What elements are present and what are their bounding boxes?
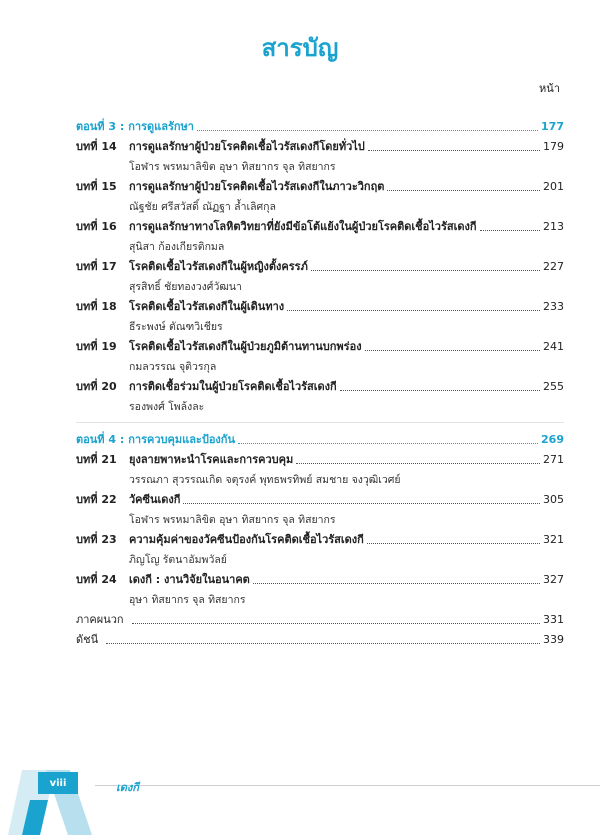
toc-entry-label: บทที่ 23 — [76, 533, 117, 546]
toc-entry-label: บทที่ 15 — [76, 180, 117, 193]
toc-entry-title: ยุงลายพาหะนำโรคและการควบคุม — [129, 453, 294, 466]
toc-entry-title: โรคติดเชื้อไวรัสเดงกีในผู้ป่วยภูมิต้านทานบกพร่อง — [129, 340, 362, 353]
toc-chapter-authors: ธีระพงษ์ ตัณฑวิเชียร — [129, 320, 223, 333]
toc-entry-title: การควบคุมและป้องกัน — [128, 433, 235, 446]
toc-chapter-row[interactable] — [76, 529, 564, 549]
toc-chapter-row[interactable] — [76, 336, 564, 356]
toc-chapter-row[interactable] — [76, 449, 564, 469]
toc-page-number: 255 — [543, 379, 564, 393]
toc-chapter-authors: โอฬาร พรหมาลิขิต อุษา ทิสยากร จุล ทิสยากร — [129, 160, 336, 173]
toc-entry-label: ตอนที่ 3 : — [76, 120, 125, 133]
toc-page-number: 227 — [543, 259, 564, 273]
toc-leader-dots — [253, 583, 540, 584]
toc-entry-label: บทที่ 24 — [76, 573, 117, 586]
toc-entry-label: บทที่ 20 — [76, 380, 117, 393]
toc-page-number: 327 — [543, 572, 564, 586]
toc-entry-label: ภาคผนวก — [76, 613, 124, 626]
toc-chapter-row[interactable] — [76, 136, 564, 156]
toc-chapter-row[interactable] — [76, 176, 564, 196]
toc-entry-title: ความคุ้มค่าของวัคซีนป้องกันโรคติดเชื้อไวรัสเดงกี — [129, 533, 364, 546]
toc-page-number: 331 — [543, 612, 564, 626]
toc-chapter-row[interactable] — [76, 569, 564, 589]
toc-leader-dots — [296, 463, 540, 464]
footer-book-title: เดงกี — [116, 781, 139, 794]
toc-entry-label: บทที่ 18 — [76, 300, 117, 313]
toc-chapter-authors: โอฬาร พรหมาลิขิต อุษา ทิสยากร จุล ทิสยากร — [129, 513, 336, 526]
toc-entry-title: โรคติดเชื้อไวรัสเดงกีในผู้หญิงตั้งครรภ์ — [129, 260, 308, 273]
toc-page-number: 213 — [543, 219, 564, 233]
toc-leader-dots — [368, 150, 540, 151]
table-of-contents — [76, 116, 564, 649]
toc-leader-dots — [287, 310, 540, 311]
toc-leader-dots — [238, 443, 538, 444]
toc-leader-dots — [367, 543, 540, 544]
toc-entry-label: บทที่ 17 — [76, 260, 117, 273]
toc-chapter-row[interactable] — [76, 216, 564, 236]
toc-chapter-row[interactable] — [76, 296, 564, 316]
toc-entry-label: บทที่ 22 — [76, 493, 117, 506]
toc-leader-dots — [311, 270, 540, 271]
toc-entry-title: โรคติดเชื้อไวรัสเดงกีในผู้เดินทาง — [129, 300, 285, 313]
toc-entry-label: ดัชนี — [76, 633, 99, 646]
toc-entry-title: การดูแลรักษาทางโลหิตวิทยาที่ยังมีข้อโต้แย้งในผู้ป่วยโรคติดเชื้อไวรัสเดงกี — [129, 220, 477, 233]
page-title: สารบัญ — [261, 34, 339, 62]
toc-entry-label: บทที่ 19 — [76, 340, 117, 353]
toc-page-number: 241 — [543, 339, 564, 353]
toc-entry-label: บทที่ 14 — [76, 140, 117, 153]
toc-chapter-authors: วรรณภา สุวรรณเกิด จตุรงค์ พุทธพรทิพย์ สมชาย จงวุฒิเวศย์ — [129, 473, 401, 486]
toc-entry-title: การดูแลรักษาผู้ป่วยโรคติดเชื้อไวรัสเดงกีในภาวะวิกฤต — [129, 180, 385, 193]
toc-appendix-row[interactable] — [76, 629, 564, 649]
toc-leader-dots — [183, 503, 540, 504]
toc-leader-dots — [387, 190, 540, 191]
toc-page-number: 339 — [543, 632, 564, 646]
toc-page-number: 305 — [543, 492, 564, 506]
footer-page-number: viii — [38, 772, 78, 794]
toc-chapter-authors: รองพงศ์ โพล้งละ — [129, 400, 205, 413]
toc-leader-dots — [340, 390, 540, 391]
toc-page-number: 321 — [543, 532, 564, 546]
page-column-header: หน้า — [539, 82, 560, 95]
toc-chapter-row[interactable] — [76, 489, 564, 509]
toc-page-number: 177 — [541, 119, 564, 133]
toc-chapter-authors: กมลวรรณ จุติวรกุล — [129, 360, 217, 373]
toc-page-number: 179 — [543, 139, 564, 153]
toc-section-row[interactable] — [76, 429, 564, 449]
toc-appendix-row[interactable] — [76, 609, 564, 629]
toc-leader-dots — [197, 130, 538, 131]
toc-entry-title: การดูแลรักษา — [128, 120, 194, 133]
toc-leader-dots — [106, 643, 540, 644]
toc-leader-dots — [132, 623, 540, 624]
toc-page-number: 269 — [541, 432, 564, 446]
toc-leader-dots — [480, 230, 540, 231]
toc-entry-title: การติดเชื้อร่วมในผู้ป่วยโรคติดเชื้อไวรัสเดงกี — [129, 380, 337, 393]
toc-leader-dots — [365, 350, 540, 351]
footer-rule — [95, 785, 600, 786]
toc-entry-label: ตอนที่ 4 : — [76, 433, 125, 446]
toc-chapter-row[interactable] — [76, 376, 564, 396]
toc-chapter-authors: ณัฐชัย ศรีสวัสดิ์ ณัฏฐา ล้ำเลิศกุล — [129, 200, 276, 213]
toc-chapter-authors: สุนิสา ก้องเกียรติกมล — [129, 240, 225, 253]
toc-entry-title: วัคซีนเดงกี — [129, 493, 181, 506]
page-footer — [0, 760, 600, 835]
toc-entry-title: เดงกี : งานวิจัยในอนาคต — [129, 573, 250, 586]
section-divider — [76, 422, 564, 423]
toc-chapter-authors: อุษา ทิสยากร จุล ทิสยากร — [129, 593, 246, 606]
toc-entry-title: การดูแลรักษาผู้ป่วยโรคติดเชื้อไวรัสเดงกีโดยทั่วไป — [129, 140, 365, 153]
toc-page-number: 271 — [543, 452, 564, 466]
toc-chapter-authors: สุรสิทธิ์ ชัยทองวงศ์วัฒนา — [129, 280, 242, 293]
toc-entry-label: บทที่ 16 — [76, 220, 117, 233]
toc-entry-label: บทที่ 21 — [76, 453, 117, 466]
toc-chapter-row[interactable] — [76, 256, 564, 276]
toc-chapter-authors: ภิญโญ รัตนาอัมพวัลย์ — [129, 553, 227, 566]
toc-page-number: 233 — [543, 299, 564, 313]
toc-section-row[interactable] — [76, 116, 564, 136]
toc-page-number: 201 — [543, 179, 564, 193]
